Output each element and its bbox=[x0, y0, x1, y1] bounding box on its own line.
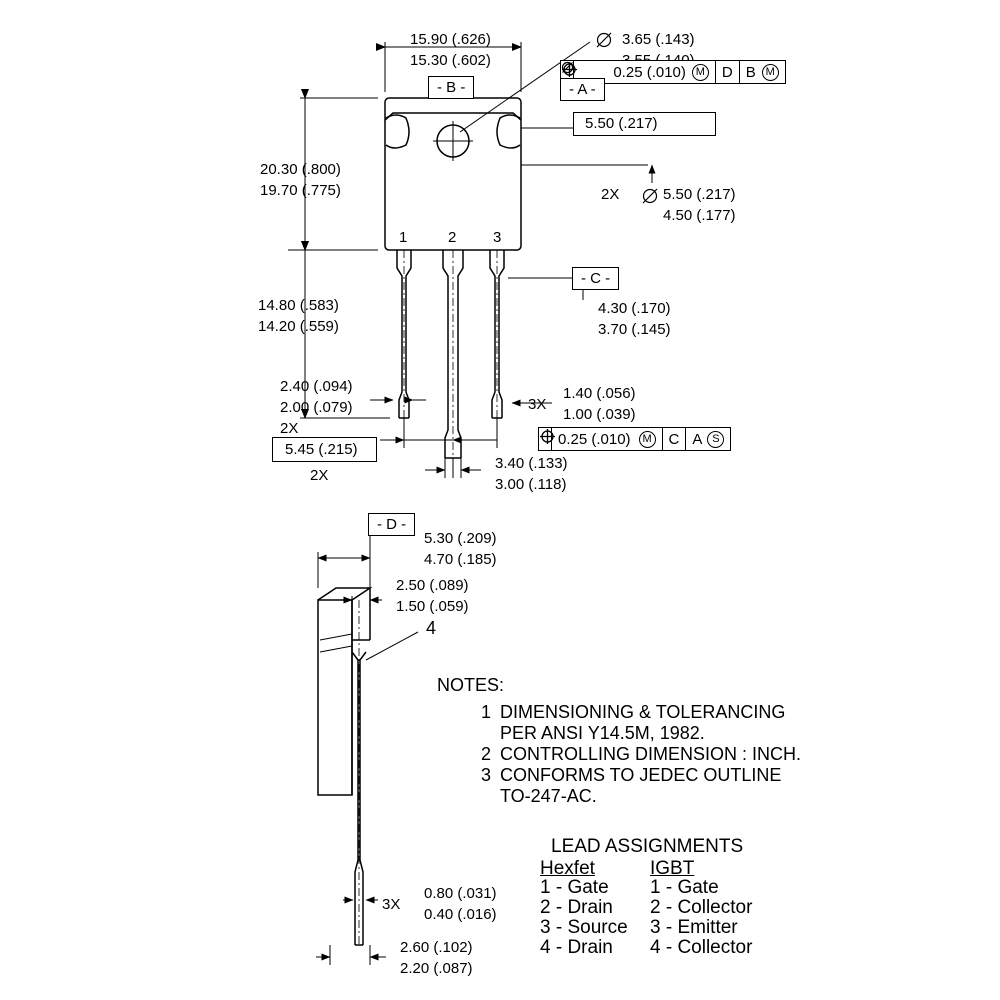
fcf-bottom-modifier: M bbox=[639, 431, 656, 448]
side-standoff-min: 2.20 (.087) bbox=[400, 960, 473, 977]
lead-thickness-min: 1.00 (.039) bbox=[563, 406, 636, 423]
note-1-line-2: PER ANSI Y14.5M, 1982. bbox=[500, 723, 705, 743]
fcf-top-datum2-modifier: M bbox=[762, 64, 779, 81]
lead-assignment-hexfet-1: 1 - Gate bbox=[540, 877, 609, 898]
side-tab-thickness-min: 1.50 (.059) bbox=[396, 598, 469, 615]
note-3-line-1: CONFORMS TO JEDEC OUTLINE bbox=[500, 765, 782, 785]
lead-assignments-col1-header: Hexfet bbox=[540, 858, 595, 879]
note-3-line-2: TO-247-AC. bbox=[500, 786, 597, 806]
lead-length-max: 14.80 (.583) bbox=[258, 297, 339, 314]
side-lead-thickness-max: 0.80 (.031) bbox=[424, 885, 497, 902]
center-lead-width-min: 3.00 (.118) bbox=[495, 476, 567, 493]
note-2-line-1: CONTROLLING DIMENSION : INCH. bbox=[500, 744, 802, 764]
center-lead-width-max: 3.40 (.133) bbox=[495, 455, 568, 472]
thickness-max: 4.30 (.170) bbox=[598, 300, 671, 317]
side-body-thickness-min: 4.70 (.185) bbox=[424, 551, 497, 568]
position-symbol-icon-2 bbox=[539, 428, 552, 450]
note-1-line-1: DIMENSIONING & TOLERANCING bbox=[500, 702, 786, 722]
fcf-top-datum2: B bbox=[745, 63, 756, 81]
lead-assignment-igbt-2: 2 - Collector bbox=[650, 897, 753, 918]
side-lead-thickness-min: 0.40 (.016) bbox=[424, 906, 497, 923]
body-height-max: 20.30 (.800) bbox=[260, 161, 341, 178]
lead-assignments-col2-header: IGBT bbox=[650, 858, 695, 879]
lead-length-min: 14.20 (.559) bbox=[258, 318, 339, 335]
lead-assignment-hexfet-3: 3 - Source bbox=[540, 917, 628, 938]
datum-a-box: - A - bbox=[560, 78, 605, 101]
counterbore-max: 5.50 (.217) bbox=[663, 186, 736, 203]
tab-offset-value: 5.50 (.217) bbox=[585, 115, 658, 132]
lead-assignments-title: LEAD ASSIGNMENTS bbox=[551, 836, 744, 857]
fcf-bottom-datum1: C bbox=[663, 428, 687, 450]
lead-width-max: 2.40 (.094) bbox=[280, 378, 353, 395]
lead-width-qty: 2X bbox=[280, 420, 299, 437]
side-lead-thickness-qty: 3X bbox=[382, 896, 401, 913]
fcf-bottom-datum2-cell bbox=[686, 428, 730, 450]
note-2-num: 2 bbox=[481, 744, 492, 764]
lead-assignment-igbt-3: 3 - Emitter bbox=[650, 917, 738, 938]
side-body-thickness-max: 5.30 (.209) bbox=[424, 530, 497, 547]
fcf-top-modifier: M bbox=[692, 64, 709, 81]
counterbore-min: 4.50 (.177) bbox=[663, 207, 736, 224]
lead-number-1: 1 bbox=[399, 229, 408, 246]
feature-control-frame-bottom bbox=[538, 427, 731, 451]
lead-thickness-qty: 3X bbox=[528, 396, 547, 413]
side-lead4-label: 4 bbox=[426, 618, 437, 638]
body-height-min: 19.70 (.775) bbox=[260, 182, 341, 199]
hole-dia-max: 3.65 (.143) bbox=[622, 31, 695, 48]
lead-width-min: 2.00 (.079) bbox=[280, 399, 353, 416]
side-tab-thickness-max: 2.50 (.089) bbox=[396, 577, 469, 594]
datum-c-box: - C - bbox=[572, 267, 619, 290]
lead-spacing-value: 5.45 (.215) bbox=[285, 441, 358, 458]
note-3-num: 3 bbox=[481, 765, 492, 785]
lead-spacing-qty: 2X bbox=[310, 467, 329, 484]
fcf-bottom-datum2-modifier: S bbox=[707, 431, 724, 448]
fcf-top-datum2-cell bbox=[740, 61, 785, 83]
fcf-top-datum1: D bbox=[716, 61, 740, 83]
top-width-min: 15.30 (.602) bbox=[410, 52, 491, 69]
datum-b-box: - B - bbox=[428, 76, 474, 99]
notes-heading: NOTES: bbox=[437, 675, 505, 695]
datum-d-box: - D - bbox=[368, 513, 415, 536]
fcf-bottom-tolerance: 0.25 (.010) bbox=[558, 430, 631, 448]
fcf-top-tolerance: 0.25 (.010) bbox=[613, 63, 686, 81]
fcf-bottom-tolerance-cell bbox=[552, 428, 663, 450]
top-width-max: 15.90 (.626) bbox=[410, 31, 491, 48]
lead-assignment-igbt-4: 4 - Collector bbox=[650, 937, 753, 958]
lead-assignment-hexfet-4: 4 - Drain bbox=[540, 937, 613, 958]
fcf-bottom-datum2: A bbox=[692, 430, 703, 448]
lead-number-3: 3 bbox=[493, 229, 502, 246]
lead-thickness-max: 1.40 (.056) bbox=[563, 385, 636, 402]
counterbore-qty: 2X bbox=[601, 186, 620, 203]
note-1-num: 1 bbox=[481, 702, 492, 722]
lead-assignment-hexfet-2: 2 - Drain bbox=[540, 897, 613, 918]
lead-number-2: 2 bbox=[448, 229, 457, 246]
thickness-min: 3.70 (.145) bbox=[598, 321, 671, 338]
lead-assignment-igbt-1: 1 - Gate bbox=[650, 877, 719, 898]
side-standoff-max: 2.60 (.102) bbox=[400, 939, 473, 956]
